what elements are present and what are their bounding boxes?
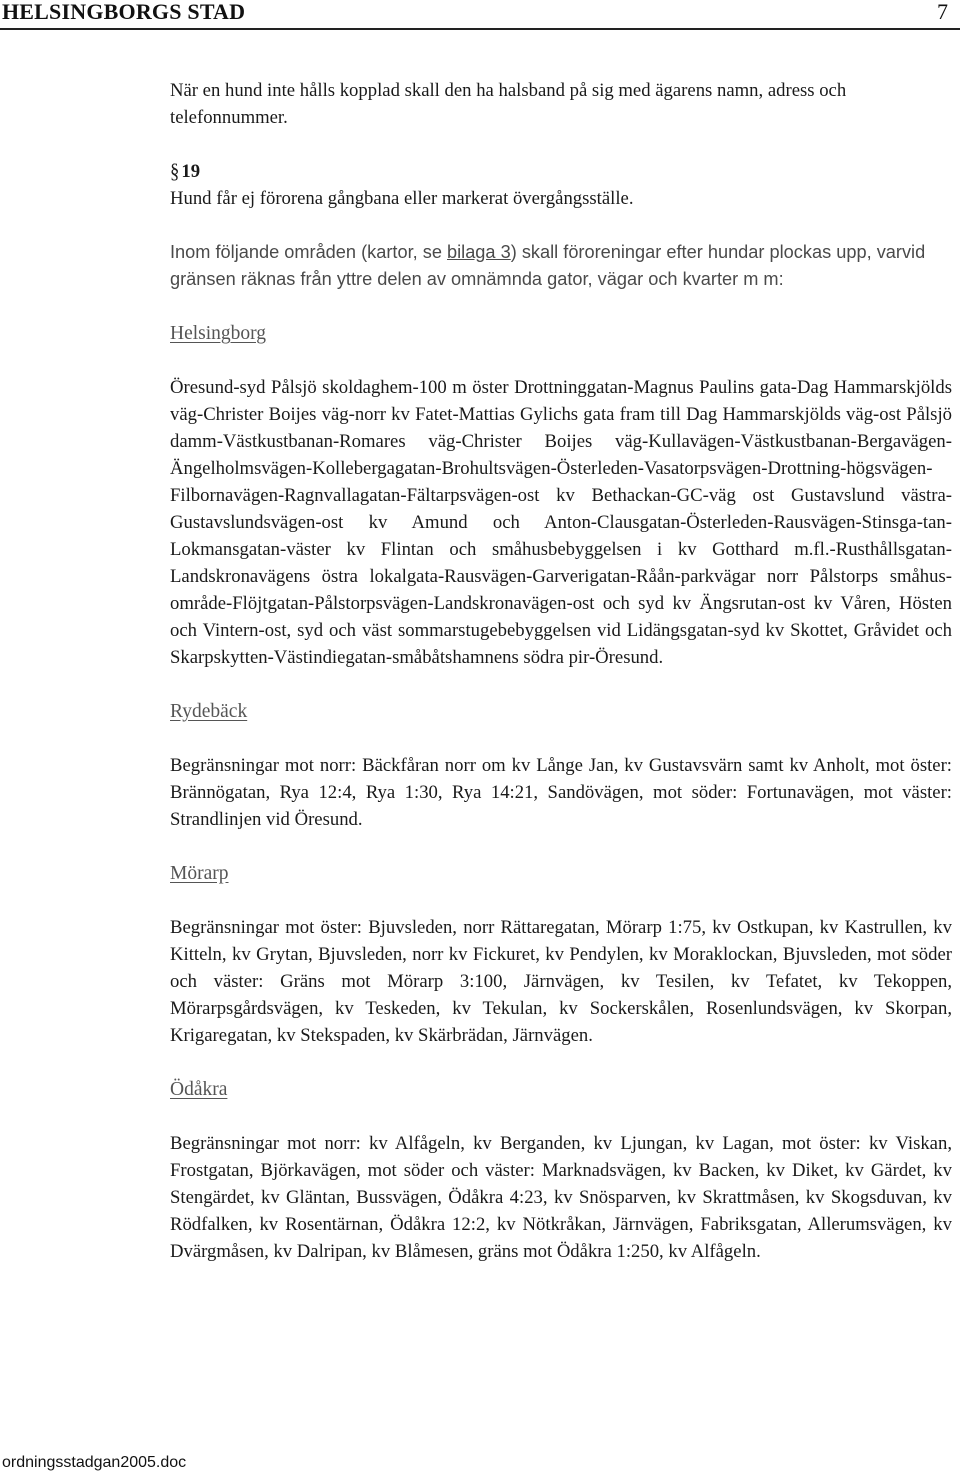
area-heading-morarp: Mörarp [170,863,229,884]
section-mark: § [170,159,180,184]
intro-after: ) skall föroreningar efter hundar plockas upp, varvid gränsen räknas från yttre delen av omnämnda gator, vägar och kvarter m m: [170,242,926,289]
collar-paragraph: När en hund inte hålls kopplad skall den ha halsband på sig med ägarens namn, adress och telefonnummer. [170,80,847,128]
area-text-helsingborg: Öresund-syd Pålsjö skoldaghem-100 m öster Drottninggatan-Magnus Paulins gata-Dag Hammarskjölds väg-Christer Boijes väg-norr kv Fatet-Mattias Gylichs gata fram till Dag Hammarskjölds väg-ost Pålsjö damm-Västkustbanan-Romares väg-Christer Boijes väg-Kullavägen-Västkustbanan-Bergavägen-Ängelholmsvägen-Kollebergagatan-Brohultsvägen-Österleden-Vasatorpsvägen-Drottning-högsvägen-Filbornavägen-Ragnvallagatan-Fältarpsvägen-ost kv Bethackan-GC-väg ost Gustavslund västra-Gustavslundsvägen-ost kv Amund och Anton-Clausgatan-Österleden-Rausvägen-Stinsga-tan-Lokmansgatan-väster kv Flintan och småhusbebyggelsen i kv Gotthard m.fl.-Rusthållsgatan-Landskronavägens östra lokalgata-Rausvägen-Garverigatan-Råån-parkvägar norr Pålstorps småhus-område-Flöjtgatan-Pålstorpsvägen-Landskronavägen-ost och syd kv Ängsrutan-ost kv Våren, Hösten och Vintern-ost, syd och väst sommarstugebebyggelsen vid Lidängsgatan-syd kv Skottet, Gråvidet och Skarpskytten-Västindiegatan-småbåtshamnens södra pir-Öresund. [170,377,952,668]
header-rule [0,28,960,30]
page-header [0,0,960,24]
intro-before: Inom följande områden (kartor, se [170,242,447,262]
page-number: 7 [937,0,948,24]
section-heading [170,158,952,185]
header-title: HELSINGBORGS STAD [2,0,246,24]
intro-paragraph [170,239,952,293]
section-text: Hund får ej förorena gångbana eller markerat övergångsställe. [170,188,634,209]
area-heading-odakra: Ödåkra [170,1079,228,1100]
area-text-odakra: Begränsningar mot norr: kv Alfågeln, kv Berganden, kv Ljungan, kv Lagan, mot öster: kv Viskan, Frostgatan, Björkavägen, mot söder och väster: Marknadsvägen, kv Backen, kv Diket, kv Gärdet, kv Stengärdet, kv Gläntan, Bussvägen, Ödåkra 4:23, kv Snösparven, kv Skrattmåsen, kv Skogsduvan, kv Rödfalken, kv Rosentärnan, Ödåkra 12:2, kv Nötkråkan, Järnvägen, Fabriksgatan, Allerumsvägen, kv Dvärgmåsen, kv Dalripan, kv Blåmesen, gräns mot Ödåkra 1:250, kv Alfågeln. [170,1133,952,1262]
document-body [170,77,952,1265]
area-text-morarp: Begränsningar mot öster: Bjuvsleden, norr Rättaregatan, Mörarp 1:75, kv Ostkupan, kv Kastrullen, kv Kitteln, kv Grytan, Bjuvsleden, norr kv Fickuret, kv Pendylen, kv Moraklockan, Bjuvsleden, mot söder och väster: Gräns mot Mörarp 3:100, Järnvägen, kv Tesilen, kv Tefatet, kv Tekoppen, Mörarpsgårdsvägen, kv Teskeden, kv Tekulan, kv Sockerskålen, Rosenlundsvägen, kv Skorpan, Krigaregatan, kv Stekspaden, kv Skärbrädan, Järnvägen. [170,917,952,1046]
footer-filename: ordningsstadgan2005.doc [2,1454,187,1471]
area-heading-rydeback: Rydebäck [170,701,248,722]
area-heading-helsingborg: Helsingborg [170,323,267,344]
appendix-link[interactable]: bilaga 3 [447,242,511,262]
section-number: 19 [181,161,201,182]
area-text-rydeback: Begränsningar mot norr: Bäckfåran norr om kv Långe Jan, kv Gustavsvärn samt kv Anholt, mot öster: Brännögatan, Rya 12:4, Rya 1:30, Rya 14:21, Sandövägen, mot söder: Fortunavägen, mot väster: Strandlinjen vid Öresund. [170,755,952,830]
